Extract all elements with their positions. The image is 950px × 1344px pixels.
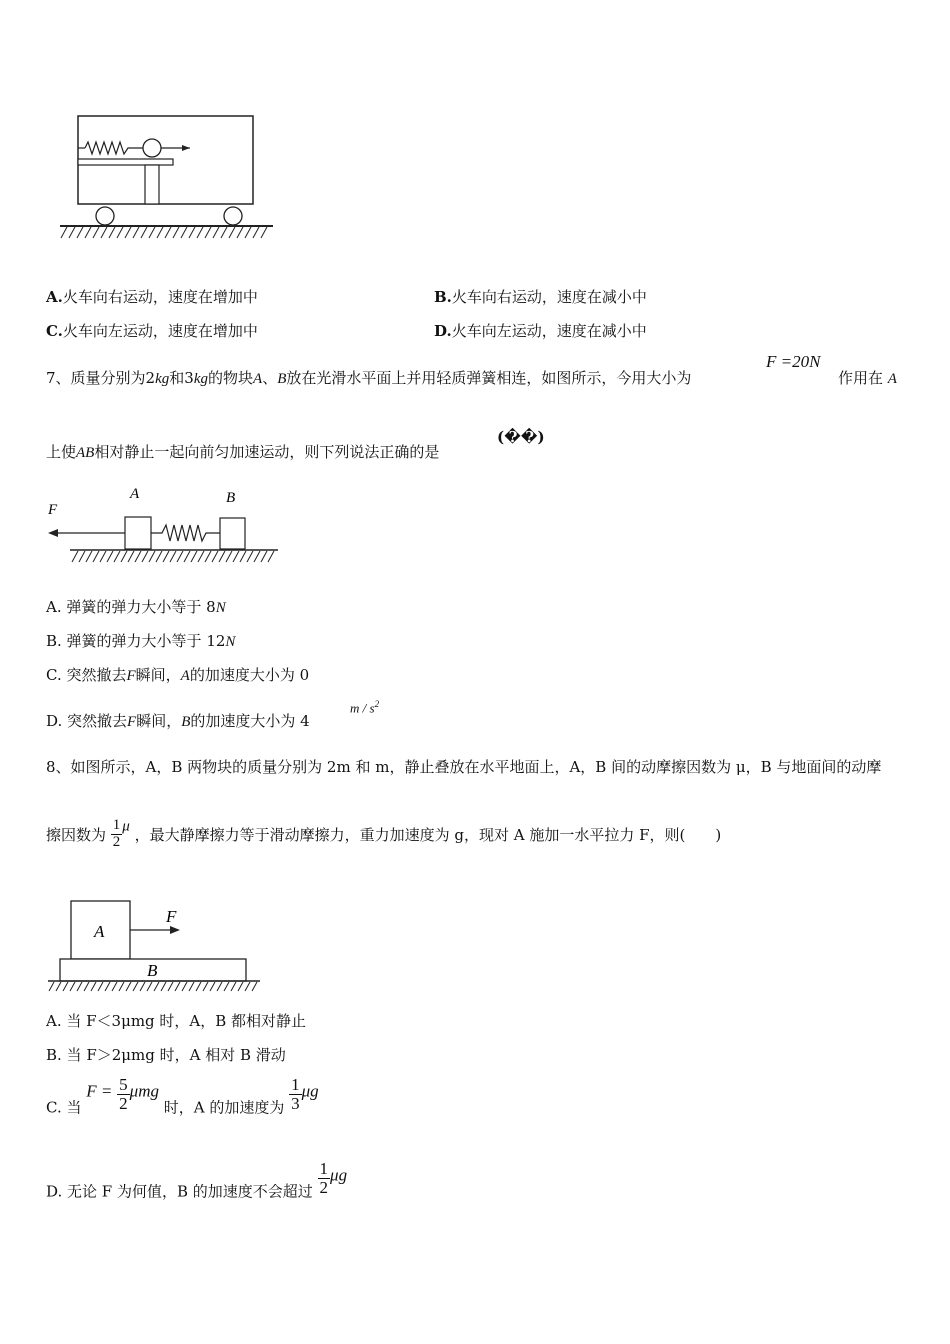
option-key: A. [46, 288, 63, 306]
mu-symbol: μ [122, 818, 130, 835]
var: F [127, 714, 137, 730]
numerator: 1 [319, 1159, 329, 1178]
unit: m / s [350, 700, 375, 716]
q7-var-a: A [253, 371, 263, 387]
option-text: 火车向左运动，速度在减小中 [451, 322, 647, 340]
fraction-one-third [289, 1076, 302, 1113]
fraction-five-halves [117, 1076, 130, 1113]
option-text: 的加速度大小为 4 [190, 712, 310, 730]
formula-mug: μg [301, 1081, 319, 1101]
q8-option-b: B. 当 F＞2μmg 时，A 相对 B 滑动 [46, 1046, 286, 1064]
q7-option-c [46, 664, 309, 685]
q7-var-a: A [887, 371, 897, 387]
formula-mumg: μmg [129, 1081, 159, 1101]
option-text: 火车向左运动，速度在增加中 [62, 322, 258, 340]
option-key: D. [434, 322, 452, 340]
q7-option-b [46, 630, 235, 651]
q7-text: 7、质量分别为 [46, 369, 146, 387]
q7-var-ab: AB [76, 445, 95, 461]
q6-option-a [46, 286, 258, 307]
q8-fig-label-a: A [94, 922, 105, 941]
train-figure [55, 110, 280, 245]
numerator: 5 [119, 1075, 128, 1094]
q8-text: 擦因数为 [46, 825, 107, 844]
fraction-one-half [111, 818, 123, 851]
var: A [180, 668, 190, 684]
denominator: 3 [291, 1093, 300, 1113]
q8-option-c [46, 1076, 319, 1115]
option-text: 火车向右运动，速度在增加中 [62, 288, 258, 306]
var: B [181, 714, 191, 730]
option-text: D. 突然撤去 [46, 712, 128, 730]
option-key: B. [434, 288, 452, 306]
option-text: 火车向右运动，速度在减小中 [451, 288, 647, 306]
q7-fig-label-f: F [48, 502, 58, 518]
option-text: 的加速度大小为 0 [189, 666, 310, 684]
q7-figure [40, 482, 285, 572]
option-key: C. [46, 322, 63, 340]
option-text: C. 当 [46, 1098, 82, 1117]
exponent: 2 [374, 699, 380, 709]
q7-mass2: 3 [184, 369, 194, 387]
q7-text: 相对静止一起向前匀加速运动，则下列说法正确的是 [94, 443, 440, 461]
q8-stem-line2 [46, 818, 721, 851]
unit: N [215, 600, 226, 616]
option-text: 时，A 的加速度为 [163, 1098, 285, 1117]
q7-unit: kg [193, 371, 208, 387]
fraction-one-half [318, 1160, 331, 1197]
option-text: 瞬间， [135, 666, 181, 684]
numerator: 1 [291, 1075, 300, 1094]
q7-var-b: B [277, 371, 287, 387]
q6-option-c [46, 320, 258, 341]
q7-stem-line2 [46, 441, 439, 462]
q7-unit: kg [155, 371, 170, 387]
option-text: D. 无论 F 为何值，B 的加速度不会超过 [46, 1182, 313, 1201]
q7-option-d [46, 710, 310, 731]
numerator: 1 [112, 817, 121, 833]
q8-fig-label-f: F [166, 907, 177, 926]
q7-text: 放在光滑水平面上并用轻质弹簧相连，如图所示，今用大小为 [286, 369, 692, 387]
option-text: B. 弹簧的弹力大小等于 12 [46, 632, 226, 650]
q7-mass1: 2 [145, 369, 156, 387]
q7-fig-label-b: B [226, 490, 236, 506]
unit: N [225, 634, 236, 650]
q7-option-a [46, 596, 226, 617]
denominator: 2 [119, 1093, 128, 1113]
denominator: 2 [319, 1177, 329, 1197]
q7-paren: (��) [497, 428, 545, 446]
q7-stem-tail [838, 367, 897, 388]
q8-option-a: A. 当 F＜3μmg 时，A，B 都相对静止 [46, 1012, 307, 1030]
q8-figure [44, 898, 269, 993]
q8-option-d [46, 1160, 347, 1199]
formula-f: F = [86, 1081, 113, 1101]
q6-option-d [434, 320, 647, 341]
q7-fig-label-a: A [130, 486, 140, 502]
option-text: A. 弹簧的弹力大小等于 8 [46, 598, 216, 616]
q7-unit-ms2 [350, 699, 379, 716]
formula-mug: μg [330, 1165, 348, 1185]
q7-stem-line1 [46, 367, 691, 388]
q7-text: 作用在 [838, 369, 884, 387]
q7-text: 、 [262, 369, 278, 387]
option-text: C. 突然撤去 [46, 666, 127, 684]
q8-fig-label-b: B [147, 961, 158, 980]
q7-force-eq: F =20N [766, 352, 821, 371]
q7-text: 的物块 [208, 369, 254, 387]
option-text: 瞬间， [136, 712, 182, 730]
var: F [126, 668, 136, 684]
denominator: 2 [112, 833, 121, 850]
q7-text: 上使 [46, 443, 77, 461]
q7-text: 和 [169, 369, 185, 387]
q8-stem-line1: 8、如图所示，A，B 两物块的质量分别为 2m 和 m，静止叠放在水平地面上，A，B 间的动摩擦因数为 μ，B 与地面间的动摩 [46, 758, 882, 776]
q8-text: ，最大静摩擦力等于滑动摩擦力，重力加速度为 g，现对 A 施加一水平拉力 F，则( ) [134, 825, 722, 844]
q6-option-b [434, 286, 647, 307]
